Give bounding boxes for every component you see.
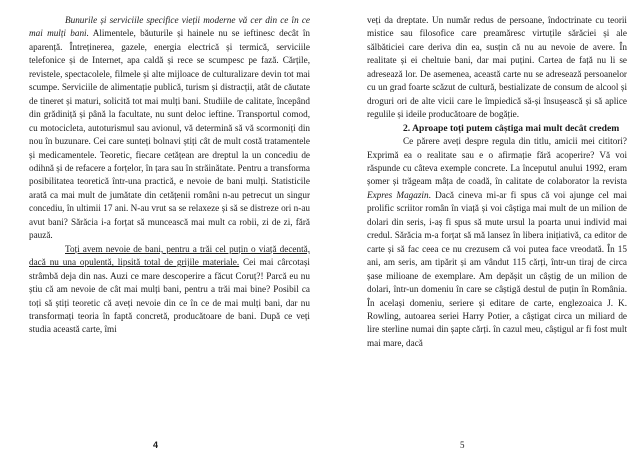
left-paragraph-1-italic: Bunurile și serviciile specifice vieții moderne vă cer din ce în ce mai mulți bani. xyxy=(29,15,310,39)
right-page xyxy=(320,0,639,467)
left-paragraph-2-underlined: Toți avem nevoie de bani, pentru a trăi cel puțin o viață decentă, dacă nu una opulentă, lipsită total de grijile materiale. xyxy=(29,243,310,268)
left-paragraph-1 xyxy=(29,14,310,243)
right-paragraph-1: veți da dreptate. Un număr redus de persoane, îndoctrinate cu teorii mistice sau filosofice care preamăresc virtuțile sărăciei și ale sălbăticiei care deriva din ea, susțin că nu au nevoie de avere. În realitate și ei cheltuie bani, dar mai puțini. Cartea de față nu li se adresează lor. De asemenea, această carte nu se adresează persoanelor cu un grad foarte scăzut de cultură, bestializate de consum de alcool și droguri ori de alte vicii care le împiedică să-și însușească și să aplice regulile și ideile producătoare de bogăție. xyxy=(367,15,627,120)
section-heading xyxy=(367,122,627,135)
right-page-number: 5 xyxy=(460,440,465,450)
left-paragraph-1-body: Alimentele, băuturile și hainele nu se ieftinesc decât în aparență. Întreținerea, gazele, energia electrică și termică, serviciile telefonice și de Internet, apa caldă și rece se scumpesc pe fază. Cărțile, revistele, spectacolele, filmele și alte mijloace de culturalizare devin tot mai scumpe. Serviciile de alimentație publică, turism și distracții, atât de căutate de tineret și maturi, solicită tot mai mulți bani. Studiile de calitate, începând din grădiniță și până la facultate, nu sunt deloc ieftine. Transportul comod, cu motocicleta, autoturismul sau avionul, vă determină să vă scormoniți din nou în buzunare. Cei care sunteți bolnavi știți cât de mult costă tratamentele și medicamentele. Teoretic, fiecare cetățean are dreptul la un concediu de odihnă și de refacere a forțelor, în țara sau în străinătate. Pentru a transforma posibilitatea teoretică într-una practică, e nevoie de bani mulți. Statisticile arată ca mai mult de jumătate din cetățenii români n-au petrecut un singur concediu, în ultimii 17 ani. N-au vrut sa se relaxeze și să se distreze ori n-au avut bani? Sărăcia i-a forțat să muncească mai mult ca robii, zi de zi, fără pauză. xyxy=(29,28,311,241)
right-paragraph-2-rest: . Dacă cineva mi-ar fi spus că voi ajunge cel mai prolific scriitor român în viață și voi câștiga mai mult de un milion de dolari din seris, i-aș fi spus să mute ursul la poarta unui individ mai credul. Sărăcia m-a forțat să mă lansez în libera inițiativă, ca editor de carte și să fac ceea ce nu crezusem că voi putea face vreodată. În 15 ani, am seris, am tipărit și am vândut 115 cărți, într-un tiraj de circa șase milioane de exemplare. Am depășit un câștig de un milion de dolari, într-un domeniu în care se câștigă destul de puțin în România. În același domeniu, seriere și editare de carte, englezoaica J. K. Rowling, autoarea seriei Harry Potier, a câștigat circa un miliard de lire sterline numai din șapte cărți. în cazul meu, câștigul ar fi fost mult mai mare, dacă xyxy=(367,189,628,348)
left-page-number: 4 xyxy=(153,440,159,450)
section-heading-text: 2. Aproape toți putem câștiga mai mult decât credem xyxy=(403,122,620,134)
magazine-title: Expres Magazin xyxy=(367,189,429,200)
right-paragraph-2-body: Ce părere aveți despre regula din titlu, amicii mei cititori? Exprimă ea o realitate sau e o afirmație fără acoperire? Vă voi răspunde cu câteva exemple concrete. La începutul anului 1992, eram șomer și trăgeam mâța de coadă, în calitate de colaborator la revista xyxy=(367,136,627,187)
left-paragraph-2-body: Cei mai cârcotași strâmbă deja din nas. Auzi ce mare descoperire a făcut Coruț?! Parcă eu nu știu că am nevoie de cât mai mulți bani, pentru a trăi mai bine? Posibil ca toți să știți teoretic că aveți nevoie din ce în ce de mai mulți bani, dar nu transformați teoria în faptă concretă, producătoare de bani. După ce veți studia această carte, îmi xyxy=(29,257,310,335)
left-paragraph-2 xyxy=(29,243,310,337)
right-paragraph-2 xyxy=(367,135,627,350)
